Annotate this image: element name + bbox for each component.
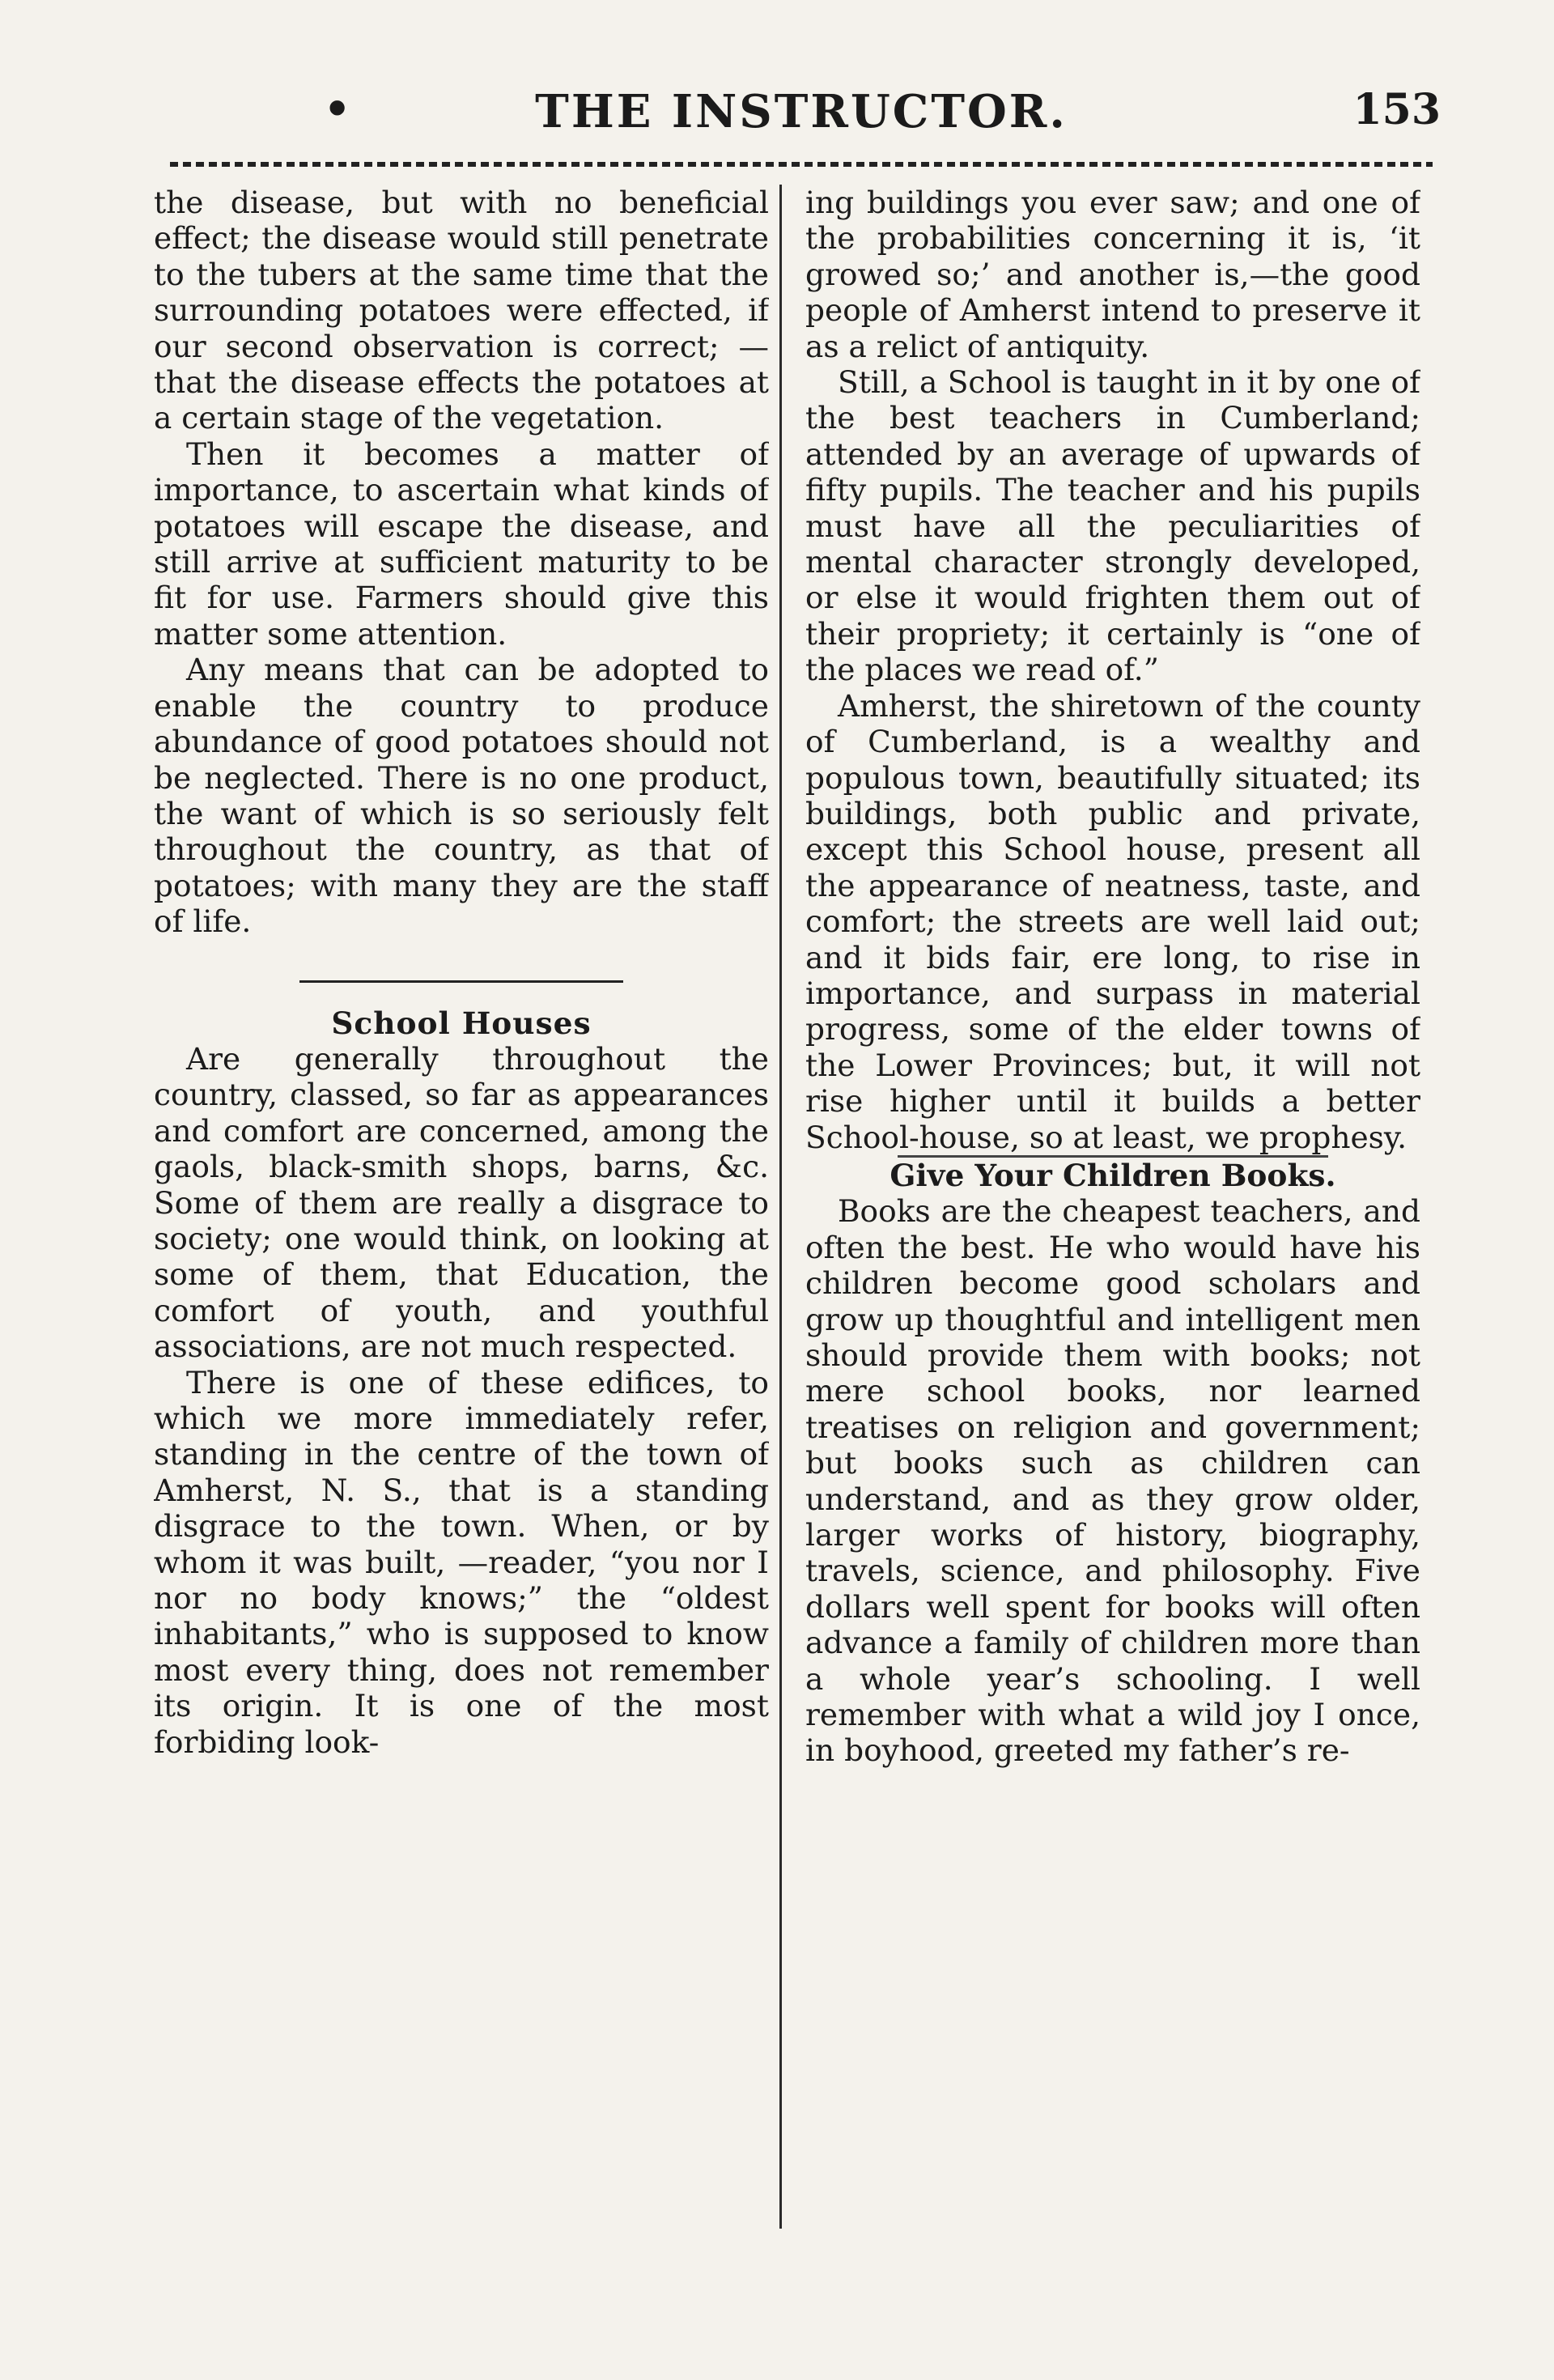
column-divider (779, 185, 782, 2229)
page-number: 153 (1352, 85, 1441, 134)
running-head (162, 85, 1441, 142)
header-rule (170, 162, 1433, 167)
header-bullet: • (324, 85, 351, 134)
section-divider (299, 980, 623, 983)
section-heading: Give Your Children Books. (890, 1157, 1336, 1193)
paragraph: Any means that can be adopted to enable the country to produce abundance of good potatoes should not be neglected. There is no one product, the want of which is so seriously felt throughout the country, as that of potatoes; with many they are the staff of life. (154, 652, 769, 940)
paragraph: Still, a School is taught in it by one of the best teachers in Cumberland; attended by an average of upwards of fifty pupils. The teacher and his pupils must have all the peculiarities of mental character strongly developed, or else it would frighten them out of their propriety; it certainly is “one of the places we read of.” (805, 364, 1420, 688)
page-title: THE INSTRUCTOR. (535, 85, 1068, 138)
paragraph: ing buildings you ever saw; and one of the probabilities concerning it is, ‘it growed so;’ and another is,—the good people of Amherst intend to preserve it as a relict of antiquity. (805, 185, 1420, 364)
paragraph: Are generally throughout the country, classed, so far as appearances and comfort are concerned, among the gaols, black-smith shops, barns, &c. Some of them are really a disgrace to society; one would think, on looking at some of them, that Education, the comfort of youth, and youthful associations, are not much respected. (154, 1040, 769, 1365)
paragraph: Amherst, the shiretown of the county of Cumberland, is a wealthy and populous town, beautifully situated; its buildings, both public and private, except this School house, present all the appearance of neatness, taste, and comfort; the streets are well laid out; and it bids fair, ere long, to rise in importance, and surpass in material progress, some of the elder towns of the Lower Provinces; but, it will not rise higher until it builds a better School-house, so at least, we prophesy. (805, 687, 1420, 1155)
paragraph: Then it becomes a matter of importance, to ascertain what kinds of potatoes will escape the disease, and still arrive at sufficient maturity to be fit for use. Farmers should give this matter some attention. (154, 436, 769, 652)
right-column (805, 185, 1420, 2257)
left-column (154, 185, 769, 2257)
paragraph: Books are the cheapest teachers, and often the best. He who would have his children become good scholars and grow up thoughtful and intelligent men should provide them with books; not mere school books, nor learned treatises on religion and government; but books such as children can understand, and as they grow older, larger works of history, biography, travels, science, and philosophy. Five dollars well spent for books will often advance a family of children more than a whole year’s schooling. I well remember with what a wild joy I once, in boyhood, greeted my father’s re- (805, 1193, 1420, 1769)
paragraph: the disease, but with no beneficial effect; the disease would still penetrate to the tubers at the same time that the surrounding potatoes were effected, if our second observation is correct; —that the disease effects the potatoes at a certain stage of the vegetation. (154, 185, 769, 436)
paragraph: There is one of these edifices, to which we more immediately refer, standing in the centre of the town of Amherst, N. S., that is a standing disgrace to the town. When, or by whom it was built, —reader, “you nor I nor no body knows;” the “oldest inhabitants,” who is supposed to know most every thing, does not remember its origin. It is one of the most forbiding look- (154, 1364, 769, 1760)
section-heading: School Houses (331, 1005, 592, 1041)
